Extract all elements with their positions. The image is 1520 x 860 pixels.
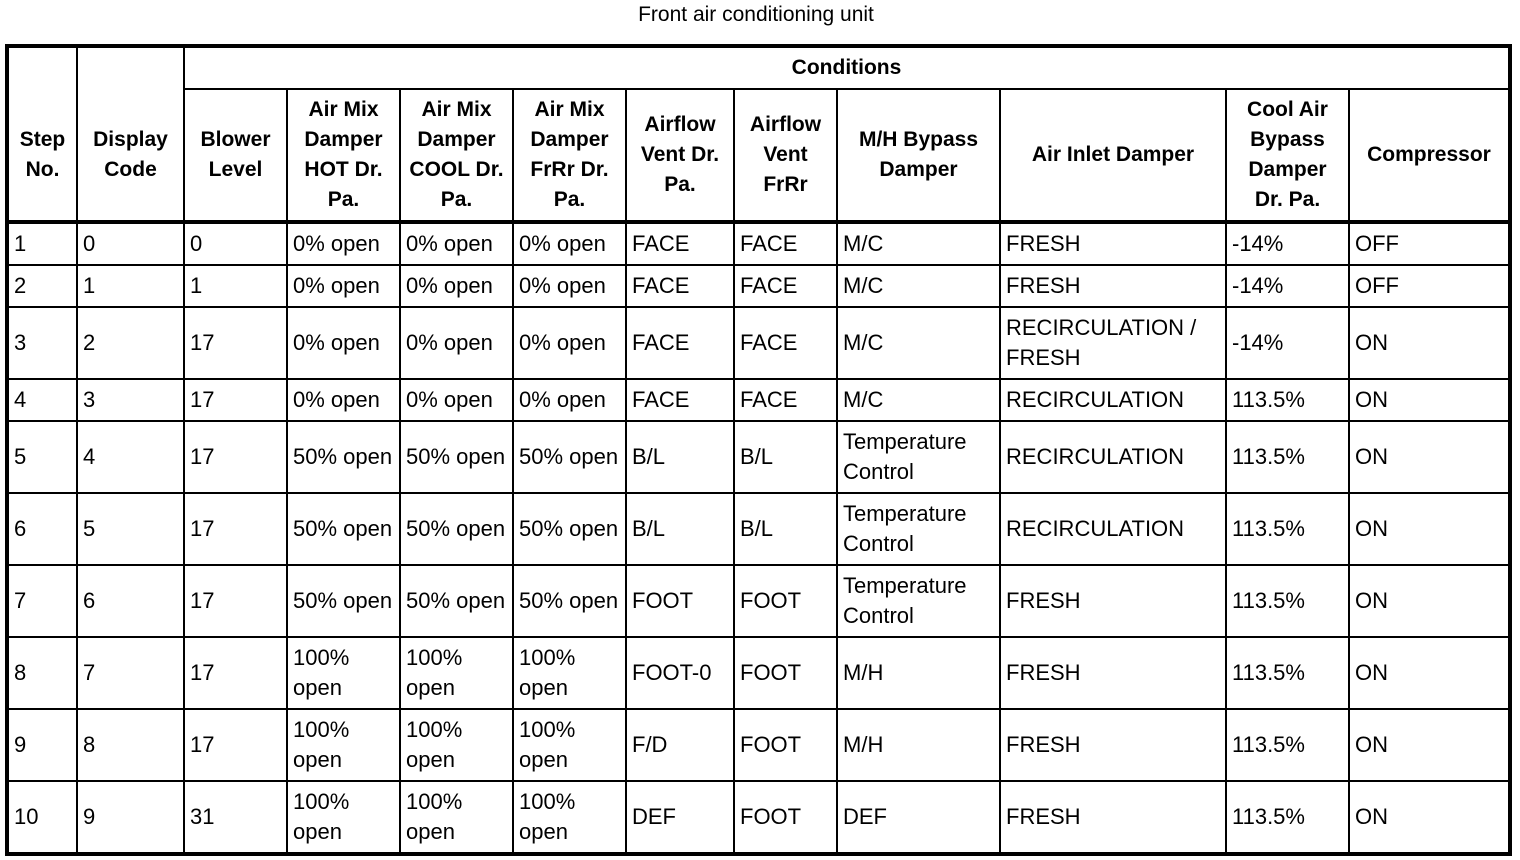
cell-air-mix-cool: 50% open [400, 421, 513, 493]
table-row [7, 265, 1510, 307]
header-display-top [77, 46, 184, 89]
cell-cool-air-bypass: 113.5% [1226, 379, 1349, 421]
cell-air-inlet: RECIRCULATION / FRESH [1000, 307, 1226, 379]
cell-air-mix-frrr: 50% open [513, 493, 626, 565]
cell-air-inlet: FRESH [1000, 781, 1226, 854]
table-row [7, 307, 1510, 379]
cell-air-mix-hot: 100% open [287, 781, 400, 854]
cell-mh-bypass: M/C [837, 307, 1000, 379]
cell-airflow-vent-frrr: FACE [734, 379, 837, 421]
header-air-mix-frrr: Air Mix Damper FrRr Dr. Pa. [513, 89, 626, 222]
cell-air-mix-hot: 50% open [287, 493, 400, 565]
header-step-top [7, 46, 77, 89]
cell-airflow-vent-frrr: FACE [734, 265, 837, 307]
cell-air-mix-hot: 0% open [287, 222, 400, 265]
cell-display-code: 5 [77, 493, 184, 565]
cell-airflow-vent-frrr: FOOT [734, 781, 837, 854]
cell-display-code: 2 [77, 307, 184, 379]
cell-display-code: 0 [77, 222, 184, 265]
cell-airflow-vent: B/L [626, 493, 734, 565]
cell-air-mix-cool: 100% open [400, 709, 513, 781]
cell-blower-level: 17 [184, 421, 287, 493]
cell-air-mix-hot: 100% open [287, 637, 400, 709]
cell-blower-level: 17 [184, 493, 287, 565]
cell-blower-level: 17 [184, 379, 287, 421]
cell-air-inlet: FRESH [1000, 637, 1226, 709]
cell-airflow-vent: F/D [626, 709, 734, 781]
header-air-mix-hot: Air Mix Damper HOT Dr. Pa. [287, 89, 400, 222]
cell-mh-bypass: Temperature Control [837, 565, 1000, 637]
header-step-no: Step No. [7, 89, 77, 222]
cell-display-code: 1 [77, 265, 184, 307]
conditions-table [5, 44, 1512, 856]
cell-step: 1 [7, 222, 77, 265]
cell-airflow-vent: DEF [626, 781, 734, 854]
cell-air-mix-cool: 0% open [400, 307, 513, 379]
cell-air-mix-frrr: 0% open [513, 307, 626, 379]
cell-display-code: 7 [77, 637, 184, 709]
cell-airflow-vent-frrr: FACE [734, 222, 837, 265]
cell-mh-bypass: M/C [837, 222, 1000, 265]
cell-airflow-vent: FACE [626, 379, 734, 421]
cell-air-mix-hot: 100% open [287, 709, 400, 781]
cell-cool-air-bypass: 113.5% [1226, 493, 1349, 565]
header-airflow-vent: Airflow Vent Dr. Pa. [626, 89, 734, 222]
cell-mh-bypass: M/C [837, 379, 1000, 421]
cell-air-mix-hot: 50% open [287, 421, 400, 493]
header-compressor: Compressor [1349, 89, 1510, 222]
cell-step: 5 [7, 421, 77, 493]
cell-cool-air-bypass: 113.5% [1226, 709, 1349, 781]
table-row [7, 222, 1510, 265]
cell-compressor: ON [1349, 493, 1510, 565]
table-row [7, 709, 1510, 781]
cell-air-mix-frrr: 50% open [513, 421, 626, 493]
cell-step: 6 [7, 493, 77, 565]
cell-air-inlet: FRESH [1000, 709, 1226, 781]
cell-blower-level: 0 [184, 222, 287, 265]
cell-air-mix-hot: 50% open [287, 565, 400, 637]
cell-air-mix-frrr: 50% open [513, 565, 626, 637]
table-row [7, 781, 1510, 854]
header-cool-air-bypass: Cool Air Bypass Damper Dr. Pa. [1226, 89, 1349, 222]
cell-air-inlet: RECIRCULATION [1000, 421, 1226, 493]
header-blower-level: Blower Level [184, 89, 287, 222]
cell-compressor: OFF [1349, 222, 1510, 265]
cell-air-inlet: FRESH [1000, 222, 1226, 265]
cell-cool-air-bypass: 113.5% [1226, 781, 1349, 854]
cell-air-mix-cool: 100% open [400, 637, 513, 709]
cell-air-mix-frrr: 100% open [513, 709, 626, 781]
cell-mh-bypass: M/H [837, 637, 1000, 709]
cell-compressor: ON [1349, 637, 1510, 709]
cell-compressor: ON [1349, 421, 1510, 493]
cell-air-mix-cool: 0% open [400, 222, 513, 265]
header-display-code: Display Code [77, 89, 184, 222]
table-row [7, 379, 1510, 421]
cell-step: 9 [7, 709, 77, 781]
cell-air-mix-cool: 50% open [400, 493, 513, 565]
cell-airflow-vent-frrr: B/L [734, 493, 837, 565]
cell-cool-air-bypass: 113.5% [1226, 421, 1349, 493]
cell-airflow-vent: FOOT-0 [626, 637, 734, 709]
cell-mh-bypass: DEF [837, 781, 1000, 854]
cell-display-code: 8 [77, 709, 184, 781]
header-air-inlet-damper: Air Inlet Damper [1000, 89, 1226, 222]
cell-airflow-vent-frrr: FOOT [734, 709, 837, 781]
cell-compressor: ON [1349, 781, 1510, 854]
cell-airflow-vent: FACE [626, 307, 734, 379]
cell-air-mix-frrr: 100% open [513, 781, 626, 854]
cell-air-mix-hot: 0% open [287, 265, 400, 307]
header-row [7, 89, 1510, 222]
cell-air-mix-frrr: 0% open [513, 222, 626, 265]
cell-display-code: 3 [77, 379, 184, 421]
cell-airflow-vent-frrr: FOOT [734, 637, 837, 709]
header-airflow-vent-frrr: Airflow Vent FrRr [734, 89, 837, 222]
cell-step: 10 [7, 781, 77, 854]
cell-compressor: ON [1349, 565, 1510, 637]
table-row [7, 493, 1510, 565]
cell-air-inlet: FRESH [1000, 265, 1226, 307]
cell-compressor: ON [1349, 307, 1510, 379]
cell-airflow-vent: B/L [626, 421, 734, 493]
cell-cool-air-bypass: 113.5% [1226, 565, 1349, 637]
cell-step: 2 [7, 265, 77, 307]
cell-display-code: 6 [77, 565, 184, 637]
cell-cool-air-bypass: -14% [1226, 222, 1349, 265]
cell-compressor: OFF [1349, 265, 1510, 307]
cell-mh-bypass: Temperature Control [837, 421, 1000, 493]
cell-airflow-vent: FOOT [626, 565, 734, 637]
cell-air-mix-cool: 0% open [400, 379, 513, 421]
cell-step: 3 [7, 307, 77, 379]
cell-airflow-vent-frrr: FACE [734, 307, 837, 379]
cell-air-mix-hot: 0% open [287, 379, 400, 421]
cell-compressor: ON [1349, 379, 1510, 421]
cell-step: 8 [7, 637, 77, 709]
cell-airflow-vent-frrr: B/L [734, 421, 837, 493]
cell-cool-air-bypass: -14% [1226, 265, 1349, 307]
cell-airflow-vent-frrr: FOOT [734, 565, 837, 637]
cell-air-mix-hot: 0% open [287, 307, 400, 379]
cell-air-mix-frrr: 100% open [513, 637, 626, 709]
cell-cool-air-bypass: -14% [1226, 307, 1349, 379]
header-air-mix-cool: Air Mix Damper COOL Dr. Pa. [400, 89, 513, 222]
cell-blower-level: 17 [184, 637, 287, 709]
cell-mh-bypass: Temperature Control [837, 493, 1000, 565]
cell-cool-air-bypass: 113.5% [1226, 637, 1349, 709]
cell-airflow-vent: FACE [626, 222, 734, 265]
table-row [7, 637, 1510, 709]
cell-display-code: 4 [77, 421, 184, 493]
header-row-top [7, 46, 1510, 89]
table-caption: Front air conditioning unit [638, 3, 874, 26]
cell-blower-level: 31 [184, 781, 287, 854]
cell-compressor: ON [1349, 709, 1510, 781]
cell-display-code: 9 [77, 781, 184, 854]
cell-step: 7 [7, 565, 77, 637]
cell-air-mix-frrr: 0% open [513, 265, 626, 307]
cell-blower-level: 17 [184, 565, 287, 637]
table-row [7, 565, 1510, 637]
cell-air-inlet: RECIRCULATION [1000, 493, 1226, 565]
cell-blower-level: 17 [184, 709, 287, 781]
cell-air-mix-cool: 0% open [400, 265, 513, 307]
cell-air-mix-cool: 100% open [400, 781, 513, 854]
cell-air-inlet: RECIRCULATION [1000, 379, 1226, 421]
cell-air-mix-frrr: 0% open [513, 379, 626, 421]
cell-mh-bypass: M/C [837, 265, 1000, 307]
cell-blower-level: 17 [184, 307, 287, 379]
table-row [7, 421, 1510, 493]
cell-air-mix-cool: 50% open [400, 565, 513, 637]
cell-mh-bypass: M/H [837, 709, 1000, 781]
cell-step: 4 [7, 379, 77, 421]
header-conditions: Conditions [184, 46, 1510, 89]
cell-blower-level: 1 [184, 265, 287, 307]
cell-air-inlet: FRESH [1000, 565, 1226, 637]
header-mh-bypass-damper: M/H Bypass Damper [837, 89, 1000, 222]
cell-airflow-vent: FACE [626, 265, 734, 307]
